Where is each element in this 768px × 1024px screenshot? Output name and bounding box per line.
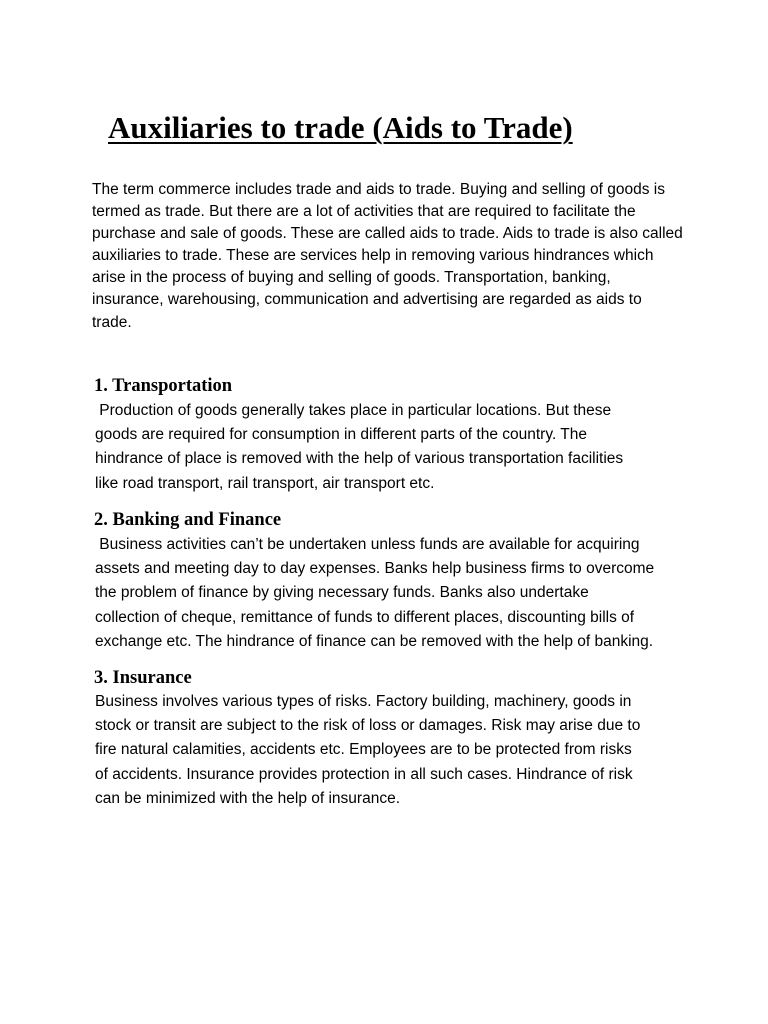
- intro-line: arise in the process of buying and selling of goods. Transportation, banking,: [92, 269, 611, 287]
- section-heading-insurance: 3. Insurance: [94, 668, 192, 688]
- paragraph-line: can be minimized with the help of insurance.: [95, 789, 400, 807]
- paragraph-line: fire natural calamities, accidents etc. Employees are to be protected from risks: [95, 741, 632, 759]
- intro-line: auxiliaries to trade. These are services help in removing various hindrances which: [92, 247, 654, 265]
- intro-line: trade.: [92, 313, 132, 331]
- intro-line: insurance, warehousing, communication and advertising are regarded as aids to: [92, 291, 642, 309]
- paragraph-line: exchange etc. The hindrance of finance can be removed with the help of banking.: [95, 632, 654, 650]
- paragraph-line: stock or transit are subject to the risk of loss or damages. Risk may arise due to: [95, 717, 641, 735]
- page-title: Auxiliaries to trade (Aids to Trade): [108, 110, 573, 145]
- paragraph-line: Business activities can’t be undertaken unless funds are available for acquiring: [95, 536, 640, 553]
- paragraph-line: collection of cheque, remittance of funds to different places, discounting bills of: [95, 608, 635, 626]
- paragraph-line: of accidents. Insurance provides protection in all such cases. Hindrance of risk: [95, 765, 633, 783]
- intro-paragraph: [92, 179, 683, 334]
- intro-line: termed as trade. But there are a lot of activities that are required to facilitate the: [92, 203, 636, 221]
- section-heading-banking-and-finance: 2. Banking and Finance: [94, 510, 282, 530]
- paragraph-line: goods are required for consumption in different parts of the country. The: [95, 426, 587, 444]
- intro-line: purchase and sale of goods. These are called aids to trade. Aids to trade is also called: [92, 225, 683, 243]
- intro-line: The term commerce includes trade and aids to trade. Buying and selling of goods is: [92, 181, 665, 198]
- paragraph-line: the problem of finance by giving necessary funds. Banks also undertake: [95, 584, 589, 602]
- section-paragraph-transportation: [95, 399, 623, 496]
- paragraph-line: Production of goods generally takes place in particular locations. But these: [95, 402, 612, 419]
- paragraph-line: like road transport, rail transport, air transport etc.: [95, 474, 435, 492]
- section-paragraph-banking-and-finance: [95, 533, 654, 654]
- paragraph-line: assets and meeting day to day expenses. Banks help business firms to overcome: [95, 560, 655, 578]
- paragraph-line: Business involves various types of risks. Factory building, machinery, goods in: [95, 693, 632, 710]
- section-heading-transportation: 1. Transportation: [94, 376, 233, 396]
- paragraph-line: hindrance of place is removed with the help of various transportation facilities: [95, 450, 624, 468]
- section-paragraph-insurance: [95, 690, 640, 811]
